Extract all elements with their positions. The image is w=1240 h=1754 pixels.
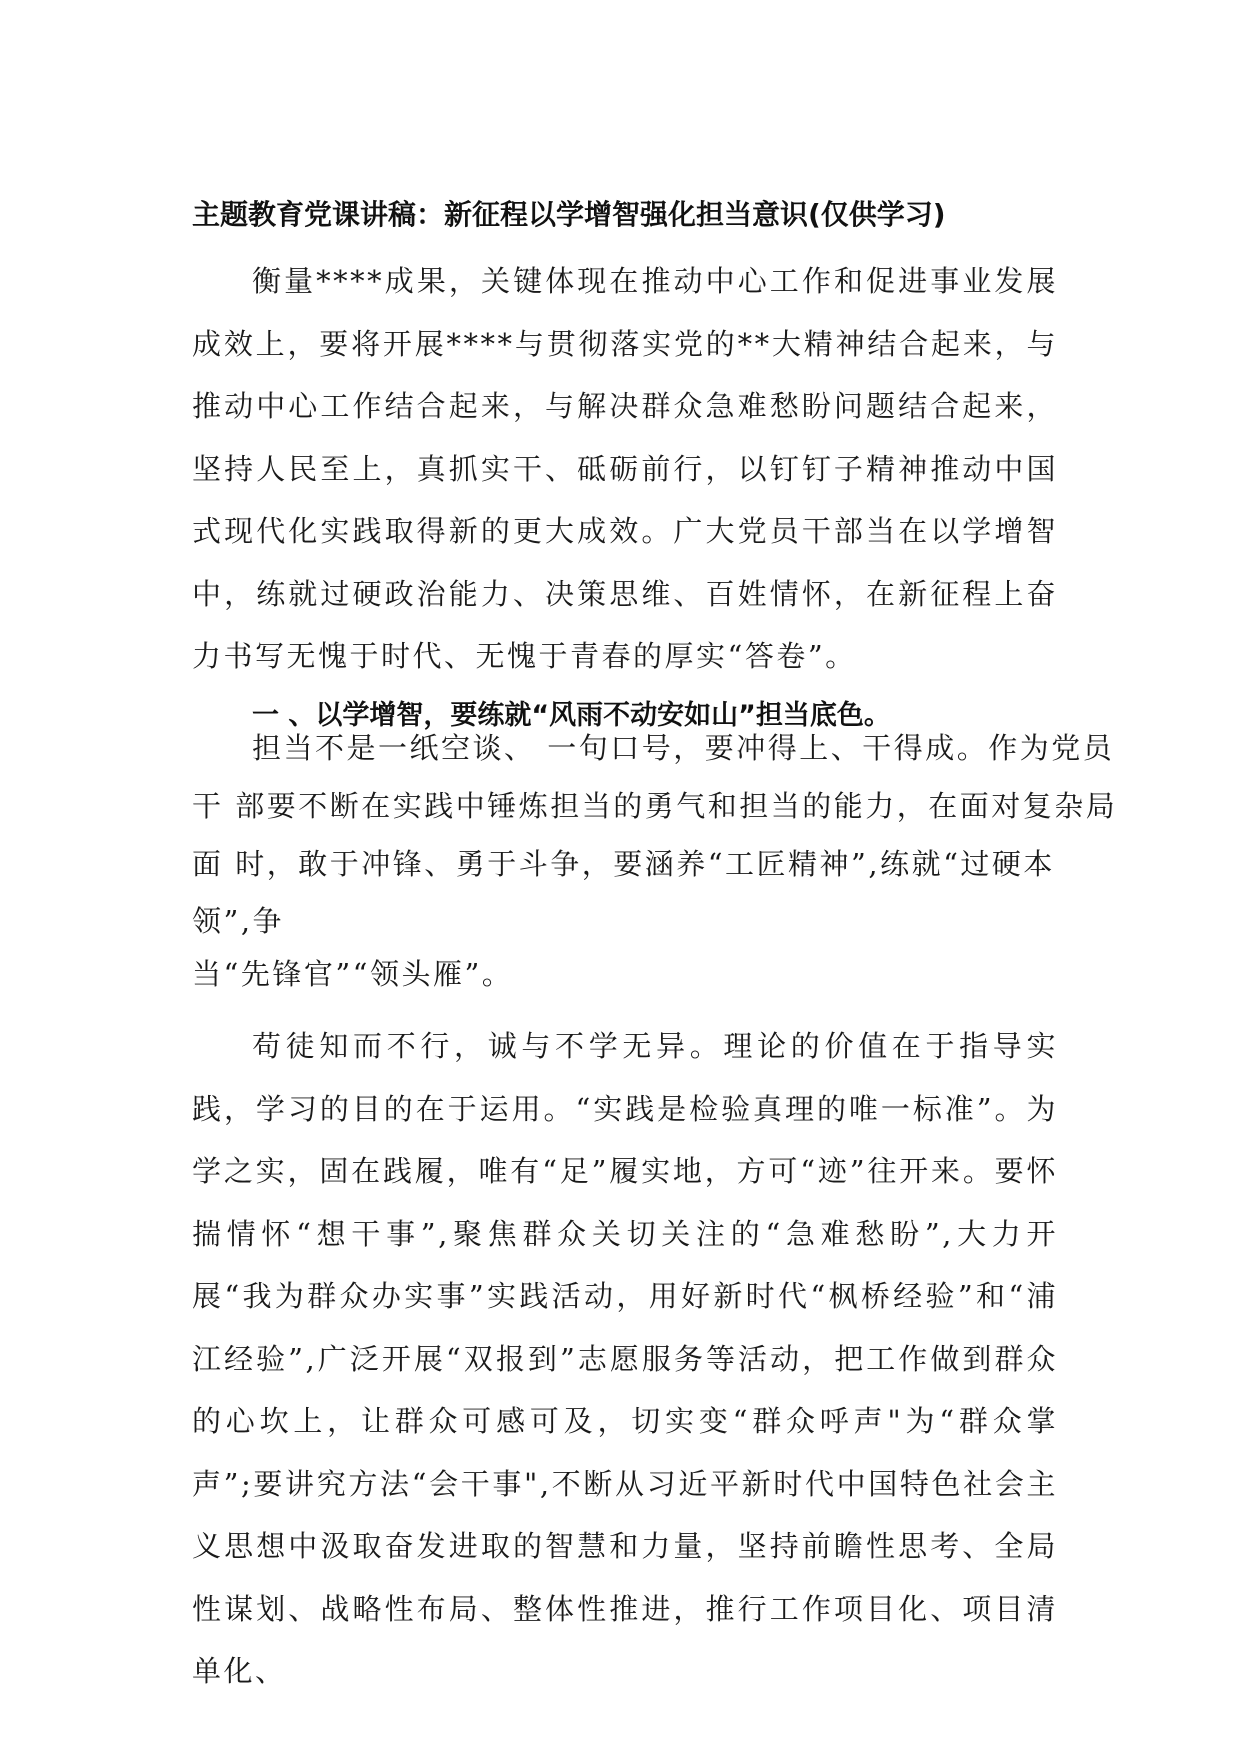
paragraph-3: 苟徒知而不行，诚与不学无异。理论的价值在于指导实践，学习的目的在于运用。“实践是检验真理的唯一标准”。为学之实，固在践履，唯有“足”履实地，方可“迹”往开来。要怀揣情怀“想干事”,聚焦群众关切关注的“急难愁盼”,大力开展“我为群众办实事”实践活动，用好新时代“枫桥经验”和“浦江经验”,广泛开展“双报到”志愿服务等活动，把工作做到群众的心坎上，让群众可感可及，切实变“群众呼声"为“群众掌声”;要讲究方法“会干事",不断从习近平新时代中国特色社会主义思想中汲取奋发进取的智慧和力量，坚持前瞻性思考、全局性谋划、战略性布局、整体性推进，推行工作项目化、项目清单化、 (192, 1029, 1058, 1688)
paragraph-2-line: 当“先锋官”“领头雁”。 (192, 957, 514, 991)
section-heading-1: 一 、以学增智，要练就“风雨不动安如山”担当底色。 (252, 700, 891, 731)
paragraph-2-line: 领”,争 (192, 904, 285, 938)
paragraph-2-line: 担当不是一纸空谈、 一句口号，要冲得上、干得成。作为党员 (252, 731, 1115, 765)
paragraph-2-line: 干 部要不断在实践中锤炼担当的勇气和担当的能力，在面对复杂局 (192, 789, 1118, 823)
paragraph-1: 衡量****成果，关键体现在推动中心工作和促进事业发展成效上，要将开展****与贯彻落实党的**大精神结合起来，与推动中心工作结合起来，与解决群众急难愁盼问题结合起来，坚持人民至上，真抓实干、砥砺前行，以钉钉子精神推动中国式现代化实践取得新的更大成效。广大党员干部当在以学增智中，练就过硬政治能力、决策思维、百姓情怀，在新征程上奋力书写无愧于时代、无愧于青春的厚实“答卷”。 (192, 264, 1058, 673)
paragraph-2-line: 面 时，敢于冲锋、勇于斗争，要涵养“工匠精神”,练就“过硬本 (192, 847, 1055, 881)
document-title: 主题教育党课讲稿：新征程以学增智强化担当意识(仅供学习) (192, 198, 946, 231)
